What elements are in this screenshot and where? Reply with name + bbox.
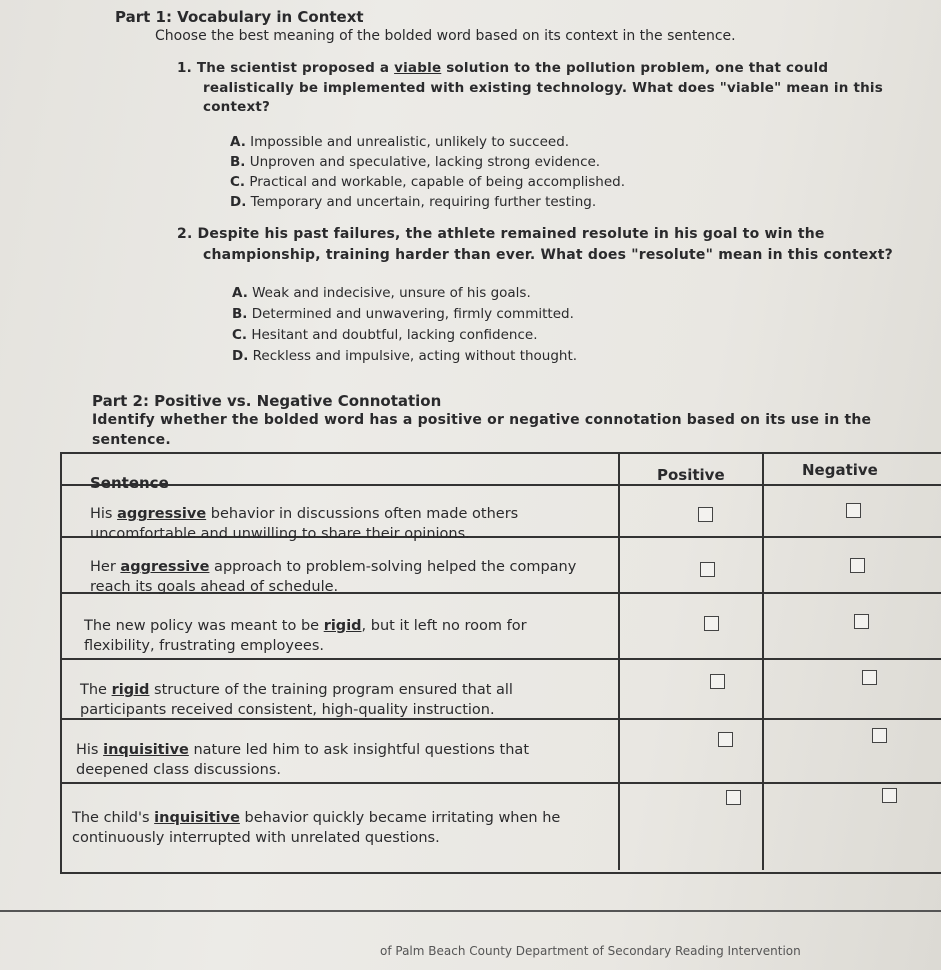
q2-option-c[interactable]: C. Hesitant and doubtful, lacking confidence. [232, 327, 538, 343]
q1-option-a[interactable]: A. Impossible and unrealistic, unlikely to succeed. [230, 134, 570, 150]
q1-option-c[interactable]: C. Practical and workable, capable of being accomplished. [230, 174, 626, 190]
negative-checkbox[interactable] [846, 503, 861, 518]
header-sentence: Sentence [90, 474, 169, 492]
table-row: His inquisitive nature led him to ask insightful questions that deepened class discussions. [76, 742, 530, 778]
negative-checkbox[interactable] [850, 558, 865, 573]
footer-text: of Palm Beach County Department of Secondary Reading Intervention [380, 944, 801, 958]
header-positive: Positive [657, 466, 725, 484]
footer-divider [0, 910, 941, 912]
question-2-line2: championship, training harder than ever. What does "resolute" mean in this context? [203, 247, 893, 263]
part2-title: Part 2: Positive vs. Negative Connotation [92, 392, 442, 410]
row-divider [62, 658, 941, 660]
part2-instructions-line1: Identify whether the bolded word has a positive or negative connotation based on its use in the [92, 412, 872, 428]
header-negative: Negative [802, 461, 878, 479]
negative-checkbox[interactable] [862, 670, 877, 685]
q1-option-b[interactable]: B. Unproven and speculative, lacking strong evidence. [230, 154, 601, 170]
question-1-line2: realistically be implemented with existing technology. What does "viable" mean in this [203, 80, 883, 96]
positive-checkbox[interactable] [704, 616, 719, 631]
question-1-line1: 1. The scientist proposed a viable solution to the pollution problem, one that could [177, 60, 829, 76]
part2-instructions-line2: sentence. [92, 432, 171, 448]
table-row: The child's inquisitive behavior quickly became irritating when he continuously interrupted with unrelated questions. [72, 810, 561, 846]
row-divider [62, 484, 941, 486]
question-1-line3: context? [203, 99, 271, 115]
table-row: Her aggressive approach to problem-solving helped the company reach its goals ahead of schedule. [90, 559, 577, 595]
table-row: The new policy was meant to be rigid, but it left no room for flexibility, frustrating employees. [84, 618, 527, 654]
column-divider [618, 454, 620, 870]
negative-checkbox[interactable] [854, 614, 869, 629]
q2-option-a[interactable]: A. Weak and indecisive, unsure of his goals. [232, 285, 531, 301]
column-divider [762, 454, 764, 870]
table-row: The rigid structure of the training program ensured that all participants received consistent, high-quality instruction. [80, 682, 513, 718]
negative-checkbox[interactable] [882, 788, 897, 803]
positive-checkbox[interactable] [726, 790, 741, 805]
negative-checkbox[interactable] [872, 728, 887, 743]
table-row: His aggressive behavior in discussions often made others uncomfortable and unwilling to share their opinions. [90, 506, 519, 542]
positive-checkbox[interactable] [718, 732, 733, 747]
positive-checkbox[interactable] [710, 674, 725, 689]
part1-title: Part 1: Vocabulary in Context [115, 8, 364, 26]
positive-checkbox[interactable] [698, 507, 713, 522]
bolded-word-viable: viable [394, 60, 442, 76]
question-2-line1: 2. Despite his past failures, the athlete remained resolute in his goal to win the [177, 226, 825, 242]
row-divider [62, 782, 941, 784]
positive-checkbox[interactable] [700, 562, 715, 577]
q1-option-d[interactable]: D. Temporary and uncertain, requiring further testing. [230, 194, 597, 210]
part1-instructions: Choose the best meaning of the bolded word based on its context in the sentence. [155, 28, 736, 44]
q2-option-b[interactable]: B. Determined and unwavering, firmly committed. [232, 306, 574, 322]
connotation-table [60, 452, 941, 874]
q2-option-d[interactable]: D. Reckless and impulsive, acting without thought. [232, 348, 578, 364]
